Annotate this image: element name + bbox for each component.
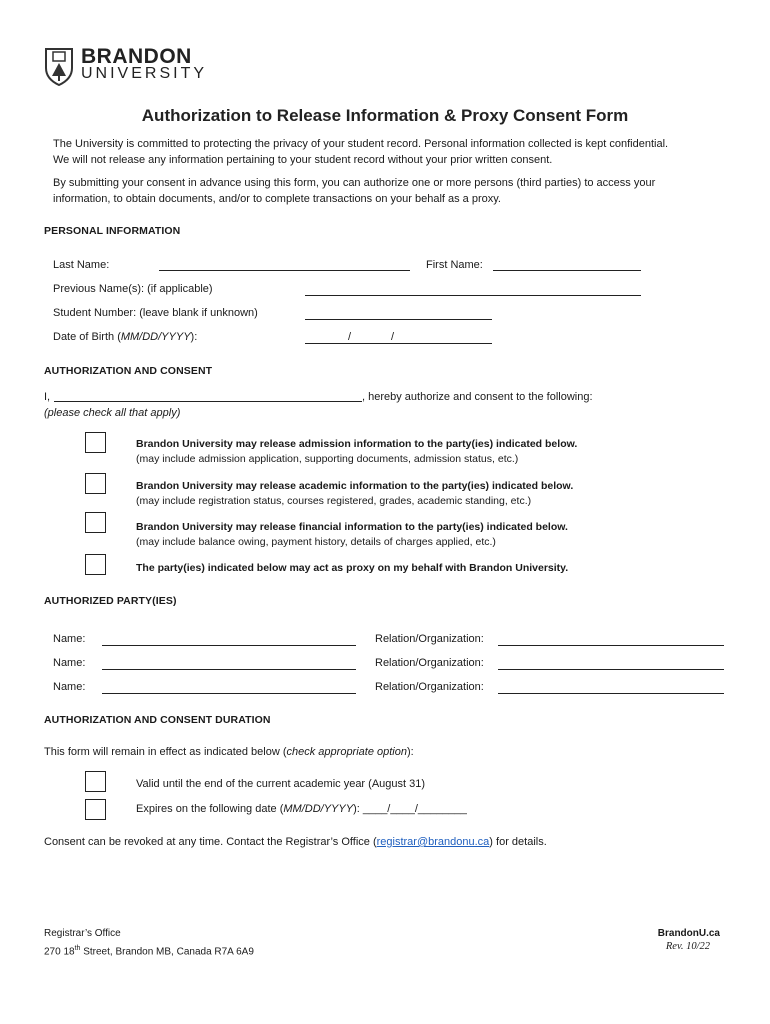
registrar-email-link[interactable]: registrar@brandonu.ca xyxy=(376,836,490,848)
intro-line: By submitting your consent in advance using this form, you can authorize one or more persons (third parties) to access your xyxy=(53,177,656,189)
intro-line: We will not release any information pertaining to your student record without your prior written consent. xyxy=(53,154,553,166)
financial-info-checkbox[interactable] xyxy=(85,512,106,533)
consent-statement: , hereby authorize and consent to the following: xyxy=(362,391,593,403)
shield-crest-icon xyxy=(44,46,74,86)
option-title: Brandon University may release academic information to the party(ies) indicated below. xyxy=(136,480,574,492)
form-title: Authorization to Release Information & Proxy Consent Form xyxy=(141,106,629,125)
intro-paragraph-2 xyxy=(53,175,733,207)
revision-label: Rev. 10/22 xyxy=(665,941,710,952)
option-title: The party(ies) indicated below may act as proxy on my behalf with Brandon University. xyxy=(136,562,569,574)
check-all-note: (please check all that apply) xyxy=(44,407,181,419)
option-description: (may include registration status, courses registered, grades, academic standing, etc.) xyxy=(136,495,532,507)
last-name-field[interactable] xyxy=(159,270,410,271)
student-number-label: Student Number: (leave blank if unknown) xyxy=(53,307,258,319)
option-description: (may include admission application, supporting documents, admission status, etc.) xyxy=(136,453,519,465)
party-3-name-field[interactable] xyxy=(102,693,356,694)
address-superscript: th xyxy=(74,945,81,952)
intro-line: The University is committed to protecting the privacy of your student record. Personal information collected is kept confidential. xyxy=(53,138,669,150)
logo-wordmark-line2: UNIVERSITY xyxy=(81,65,208,82)
duration-instruction-italic: check appropriate option xyxy=(286,746,407,758)
date-of-birth-label xyxy=(53,330,197,344)
address-prefix: 270 18 xyxy=(44,946,75,958)
dob-separator: / xyxy=(391,331,395,343)
party-2-name-field[interactable] xyxy=(102,669,356,670)
proxy-option xyxy=(136,561,568,576)
party-2-relation-field[interactable] xyxy=(498,669,724,670)
footer-address-block xyxy=(44,926,254,959)
party-name-label: Name: xyxy=(53,681,86,693)
option-title: Brandon University may release admission information to the party(ies) indicated below. xyxy=(136,438,578,450)
revocation-prefix: Consent can be revoked at any time. Contact the Registrar’s Office ( xyxy=(44,836,377,848)
consenter-name-field[interactable] xyxy=(54,401,362,402)
previous-names-field[interactable] xyxy=(305,295,641,296)
footer-office: Registrar’s Office xyxy=(44,928,121,939)
intro-paragraph-1 xyxy=(53,136,733,168)
party-name-label: Name: xyxy=(53,633,86,645)
footer-address xyxy=(44,941,254,959)
admission-info-option xyxy=(136,437,577,467)
date-of-birth-field[interactable] xyxy=(305,343,492,344)
option-title: Brandon University may release financial information to the party(ies) indicated below. xyxy=(136,521,568,533)
duration-instruction-prefix: This form will remain in effect as indicated below ( xyxy=(44,746,287,758)
personal-information-heading: PERSONAL INFORMATION xyxy=(44,225,181,237)
academic-year-checkbox[interactable] xyxy=(85,771,106,792)
proxy-checkbox[interactable] xyxy=(85,554,106,575)
party-relation-label: Relation/Organization: xyxy=(375,681,484,693)
duration-instruction-suffix: ): xyxy=(406,746,414,758)
expiry-label-prefix: Expires on the following date ( xyxy=(136,803,284,815)
academic-info-option xyxy=(136,479,573,509)
last-name-label: Last Name: xyxy=(53,259,110,271)
first-name-label: First Name: xyxy=(426,259,483,271)
first-name-field[interactable] xyxy=(493,270,641,271)
admission-info-checkbox[interactable] xyxy=(85,432,106,453)
party-relation-label: Relation/Organization: xyxy=(375,633,484,645)
expiry-date-option-label xyxy=(136,802,467,816)
academic-info-checkbox[interactable] xyxy=(85,473,106,494)
academic-year-option-label: Valid until the end of the current academic year (August 31) xyxy=(136,778,426,790)
option-description: (may include balance owing, payment history, details of charges applied, etc.) xyxy=(136,536,496,548)
dob-separator: / xyxy=(348,331,352,343)
authorization-consent-heading: AUTHORIZATION AND CONSENT xyxy=(44,365,213,377)
authorized-parties-heading: AUTHORIZED PARTY(IES) xyxy=(44,595,177,607)
dob-format: MM/DD/YYYY xyxy=(120,331,191,343)
duration-instruction xyxy=(44,745,414,759)
previous-names-label: Previous Name(s): (if applicable) xyxy=(53,283,213,295)
expiry-date-format: MM/DD/YYYY xyxy=(283,803,354,815)
expiry-date-checkbox[interactable] xyxy=(85,799,106,820)
financial-info-option xyxy=(136,520,568,550)
dob-label-prefix: Date of Birth ( xyxy=(53,331,121,343)
logo-wordmark-line1: BRANDON xyxy=(81,45,192,68)
revocation-suffix: ) for details. xyxy=(489,836,547,848)
party-1-name-field[interactable] xyxy=(102,645,356,646)
dob-label-suffix: ): xyxy=(190,331,198,343)
consent-duration-heading: AUTHORIZATION AND CONSENT DURATION xyxy=(44,714,271,726)
expiry-label-suffix: ): ____/____/________ xyxy=(353,803,467,815)
intro-line: information, to obtain documents, and/or to complete transactions on your behalf as a proxy. xyxy=(53,193,501,205)
footer-website: BrandonU.ca xyxy=(657,928,720,939)
address-suffix: Street, Brandon MB, Canada R7A 6A9 xyxy=(80,946,254,958)
consent-i-label: I, xyxy=(44,391,51,403)
party-name-label: Name: xyxy=(53,657,86,669)
student-number-field[interactable] xyxy=(305,319,492,320)
party-3-relation-field[interactable] xyxy=(498,693,724,694)
revocation-note xyxy=(44,835,547,849)
party-1-relation-field[interactable] xyxy=(498,645,724,646)
party-relation-label: Relation/Organization: xyxy=(375,657,484,669)
brandon-university-logo xyxy=(44,44,208,88)
